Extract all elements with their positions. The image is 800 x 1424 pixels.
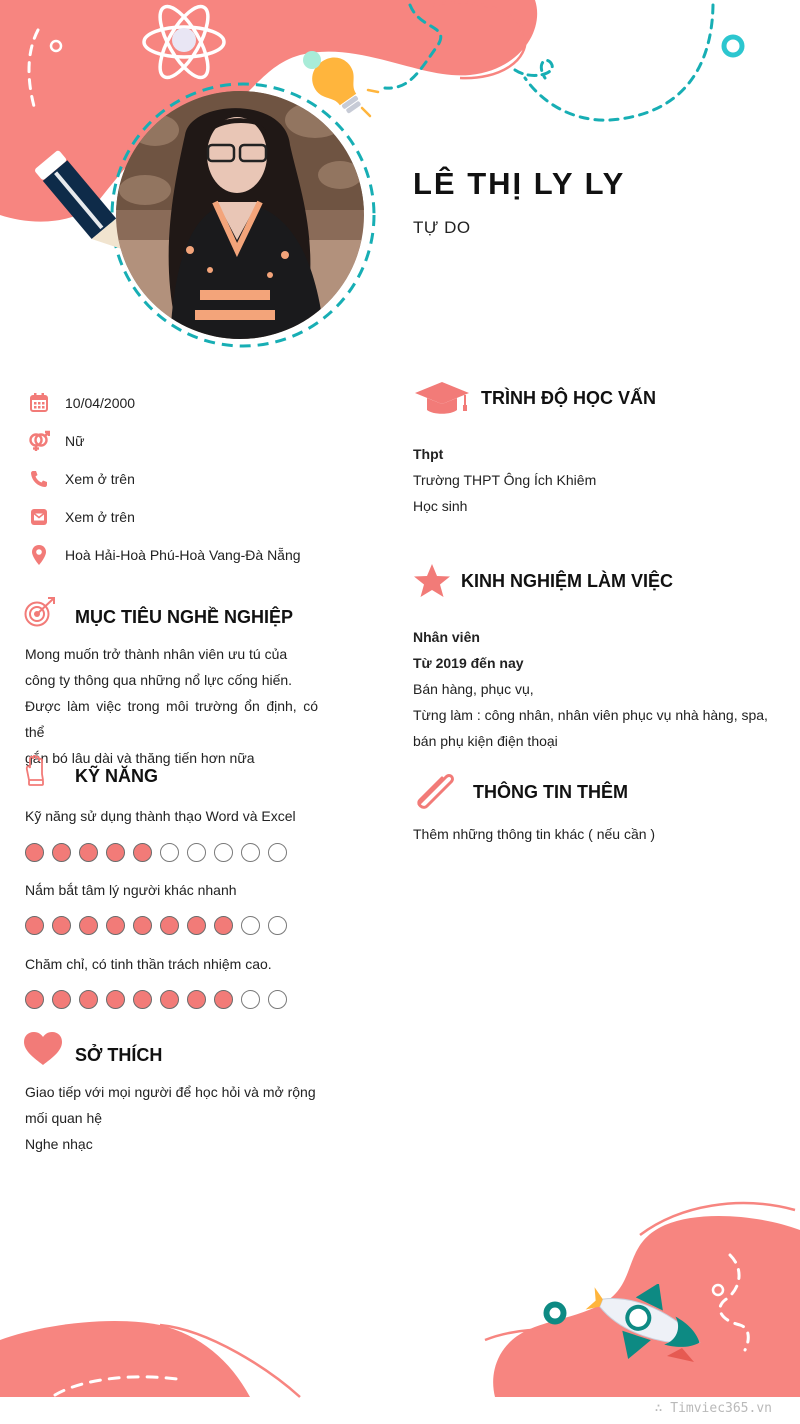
rating-dot-filled xyxy=(79,843,98,862)
heart-icon xyxy=(24,1032,62,1066)
rating-dot-filled xyxy=(160,990,179,1009)
objective-line: Mong muốn trở thành nhân viên ưu tú của xyxy=(25,646,288,662)
rating-dot-filled xyxy=(133,916,152,935)
profile-photo xyxy=(115,90,365,340)
rating-dot-filled xyxy=(52,990,71,1009)
skills-title: KỸ NĂNG xyxy=(75,766,159,786)
rating-dot-filled xyxy=(106,990,125,1009)
candidate-position: TỰ DO xyxy=(413,218,471,237)
graduation-cap-icon xyxy=(413,380,471,416)
hand-icon xyxy=(24,754,48,786)
objective-line: công ty thông qua những nổ lực cống hiến. xyxy=(25,672,293,688)
location-icon xyxy=(28,544,50,566)
star-icon xyxy=(413,563,451,599)
education-title: TRÌNH ĐỘ HỌC VẤN xyxy=(481,388,656,408)
phone-icon xyxy=(28,468,50,490)
hobby-line: mối quan hệ xyxy=(25,1110,103,1126)
education-note: Học sinh xyxy=(413,498,468,514)
rating-dot-filled xyxy=(25,843,44,862)
skill-rating xyxy=(25,916,295,935)
rating-dot-filled xyxy=(25,990,44,1009)
experience-role: Nhân viên xyxy=(413,629,480,645)
target-icon xyxy=(24,596,58,628)
objective-line: Được làm việc trong môi trường ổn định, có thể xyxy=(25,698,318,740)
candidate-name: LÊ THỊ LY LY xyxy=(413,166,626,201)
rating-dot-filled xyxy=(52,843,71,862)
objective-title: MỤC TIÊU NGHỀ NGHIỆP xyxy=(75,607,294,627)
additional-title: THÔNG TIN THÊM xyxy=(473,782,628,802)
experience-period: Từ 2019 đến nay xyxy=(413,655,524,671)
skill-rating xyxy=(25,990,295,1009)
rating-dot-filled xyxy=(52,916,71,935)
rating-dot-filled xyxy=(25,916,44,935)
birthday-text: 10/04/2000 xyxy=(65,395,136,411)
watermark: ∴ Timviec365.vn xyxy=(654,1401,772,1416)
education-details xyxy=(413,441,783,519)
rating-dot-filled xyxy=(106,843,125,862)
hobby-line: Nghe nhạc xyxy=(25,1136,93,1152)
contact-gender xyxy=(28,422,358,460)
phone-text: Xem ở trên xyxy=(65,471,135,487)
contact-birthday xyxy=(28,384,358,422)
experience-line: Từng làm : công nhân, nhân viên phục vụ nhà hàng, spa, xyxy=(413,707,768,723)
rating-dot-empty xyxy=(214,843,233,862)
rating-dot-filled xyxy=(133,990,152,1009)
rating-dot-filled xyxy=(214,916,233,935)
education-school: Trường THPT Ông Ích Khiêm xyxy=(413,472,597,488)
rating-dot-filled xyxy=(187,990,206,1009)
rating-dot-filled xyxy=(133,843,152,862)
rating-dot-filled xyxy=(79,916,98,935)
calendar-icon xyxy=(28,392,50,414)
experience-details xyxy=(413,624,783,754)
skill-name: Nắm bắt tâm lý người khác nhanh xyxy=(25,882,237,898)
hobbies-text xyxy=(25,1079,325,1157)
contact-phone xyxy=(28,460,358,498)
skill-name: Chăm chỉ, có tinh thần trách nhiệm cao. xyxy=(25,956,272,972)
experience-title: KINH NGHIỆM LÀM VIỆC xyxy=(461,571,674,591)
hobby-line: Giao tiếp với mọi người để học hỏi và mở rộng xyxy=(25,1084,316,1100)
rating-dot-empty xyxy=(187,843,206,862)
email-text: Xem ở trên xyxy=(65,509,135,525)
rating-dot-empty xyxy=(268,843,287,862)
contact-address xyxy=(28,536,358,574)
additional-text: Thêm những thông tin khác ( nếu cần ) xyxy=(413,826,656,842)
rating-dot-filled xyxy=(160,916,179,935)
gender-text: Nữ xyxy=(65,433,85,449)
experience-line: bán phụ kiện điện thoại xyxy=(413,733,558,749)
contact-info xyxy=(28,384,358,574)
atom-icon xyxy=(140,2,228,86)
skill-name: Kỹ năng sử dụng thành thạo Word và Excel xyxy=(25,808,296,824)
rating-dot-empty xyxy=(268,916,287,935)
rating-dot-empty xyxy=(241,843,260,862)
rating-dot-filled xyxy=(79,990,98,1009)
rating-dot-empty xyxy=(241,990,260,1009)
address-text: Hoà Hải-Hoà Phú-Hoà Vang-Đà Nẵng xyxy=(65,547,301,563)
hobbies-title: SỞ THÍCH xyxy=(75,1045,163,1065)
objective-line: gắn bó lâu dài và thăng tiến hơn nữa xyxy=(25,750,255,766)
email-icon xyxy=(28,506,50,528)
skill-rating xyxy=(25,843,295,862)
rating-dot-filled xyxy=(214,990,233,1009)
rating-dot-filled xyxy=(187,916,206,935)
education-degree: Thpt xyxy=(413,446,444,462)
rating-dot-empty xyxy=(268,990,287,1009)
rating-dot-empty xyxy=(241,916,260,935)
paperclip-icon xyxy=(414,770,460,812)
gender-icon xyxy=(28,430,50,452)
rating-dot-filled xyxy=(106,916,125,935)
rating-dot-empty xyxy=(160,843,179,862)
objective-text xyxy=(25,641,318,771)
rocket-icon xyxy=(582,1284,722,1380)
contact-email xyxy=(28,498,358,536)
experience-line: Bán hàng, phục vụ, xyxy=(413,681,534,697)
